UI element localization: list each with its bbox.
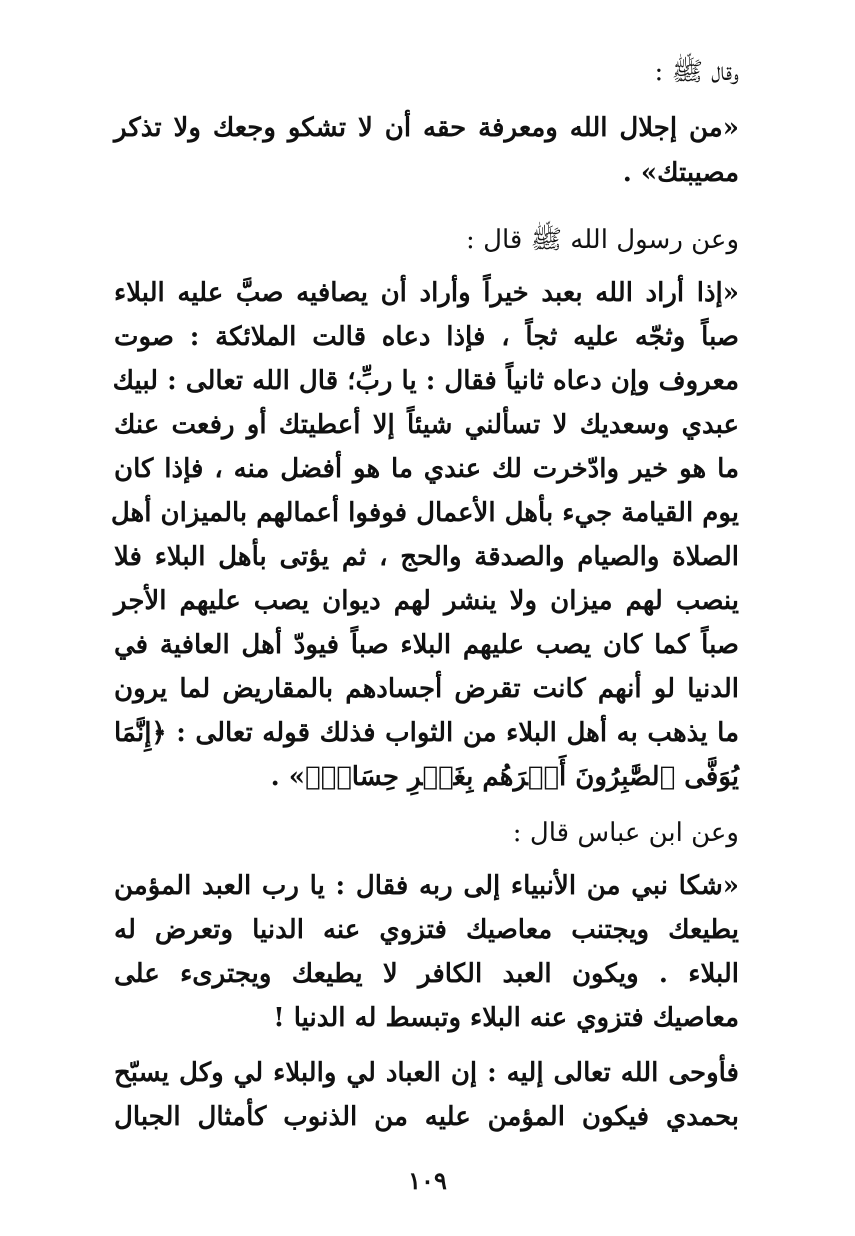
quote-line: الصلاة والصيام والصدقة والحج ، ثم يؤتى بأهل البلاء فلا: [114, 542, 739, 572]
quote-line: البلاء . ويكون العبد الكافر لا يطيعك ويجترىء على: [114, 959, 739, 989]
quote-line: ينصب لهم ميزان ولا ينشر لهم ديوان يصب عليهم الأجر: [114, 586, 739, 616]
intro-line: وقال ﷺ :: [654, 57, 739, 87]
quote-line: ما يذهب به أهل البلاء من الثواب فذلك قوله تعالى : ﴿إِنَّمَا: [114, 718, 739, 748]
quote-line: معاصيك فتزوي عنه البلاء وتبسط له الدنيا !: [273, 1003, 739, 1033]
quote-line: عبدي وسعديك لا تسألني شيئاً إلا أعطيتك أو رفعت عنك: [114, 410, 739, 440]
quote-line: يُوَفَّى ٱلصَّٰبِرُونَ أَجۡرَهُم بِغَيۡرِ حِسَابٖ﴾» .: [270, 762, 739, 792]
quote-line: «شكا نبي من الأنبياء إلى ربه فقال : يا رب العبد المؤمن: [114, 871, 739, 901]
quote-line: يوم القيامة جيء بأهل الأعمال فوفوا أعمالهم بالميزان أهل: [110, 498, 739, 528]
page-number: ١٠٩: [408, 1166, 447, 1195]
quote-line: «من إجلال الله ومعرفة حقه أن لا تشكو وجعك ولا تذكر: [114, 113, 739, 143]
quote-line: فأوحى الله تعالى إليه : إن العباد لي والبلاء لي وكل يسبّح: [114, 1058, 739, 1088]
intro-line: وعن رسول الله ﷺ قال :: [466, 225, 739, 255]
quote-line: معروف وإن دعاه ثانياً فقال : يا ربِّ؛ قال الله تعالى : لبيك: [112, 366, 739, 396]
quote-line: ما هو خير وادّخرت لك عندي ما هو أفضل منه ، فإذا كان: [114, 454, 739, 484]
quote-line: صباً كما كان يصب عليهم البلاء صباً فيودّ أهل العافية في: [114, 630, 739, 660]
intro-line: وعن ابن عباس قال :: [512, 818, 739, 848]
quote-line: «إذا أراد الله بعبد خيراً وأراد أن يصافيه صبَّ عليه البلاء: [114, 278, 739, 308]
quote-line: يطيعك ويجتنب معاصيك فتزوي عنه الدنيا وتعرض له: [114, 915, 739, 945]
quote-line: الدنيا لو أنهم كانت تقرض أجسادهم بالمقاريض لما يرون: [114, 674, 739, 704]
quote-line: مصيبتك» .: [622, 158, 739, 188]
quote-line: بحمدي فيكون المؤمن عليه من الذنوب كأمثال الجبال: [114, 1102, 739, 1132]
quote-line: صباً وثجّه عليه ثجاً ، فإذا دعاه قالت الملائكة : صوت: [114, 322, 739, 352]
